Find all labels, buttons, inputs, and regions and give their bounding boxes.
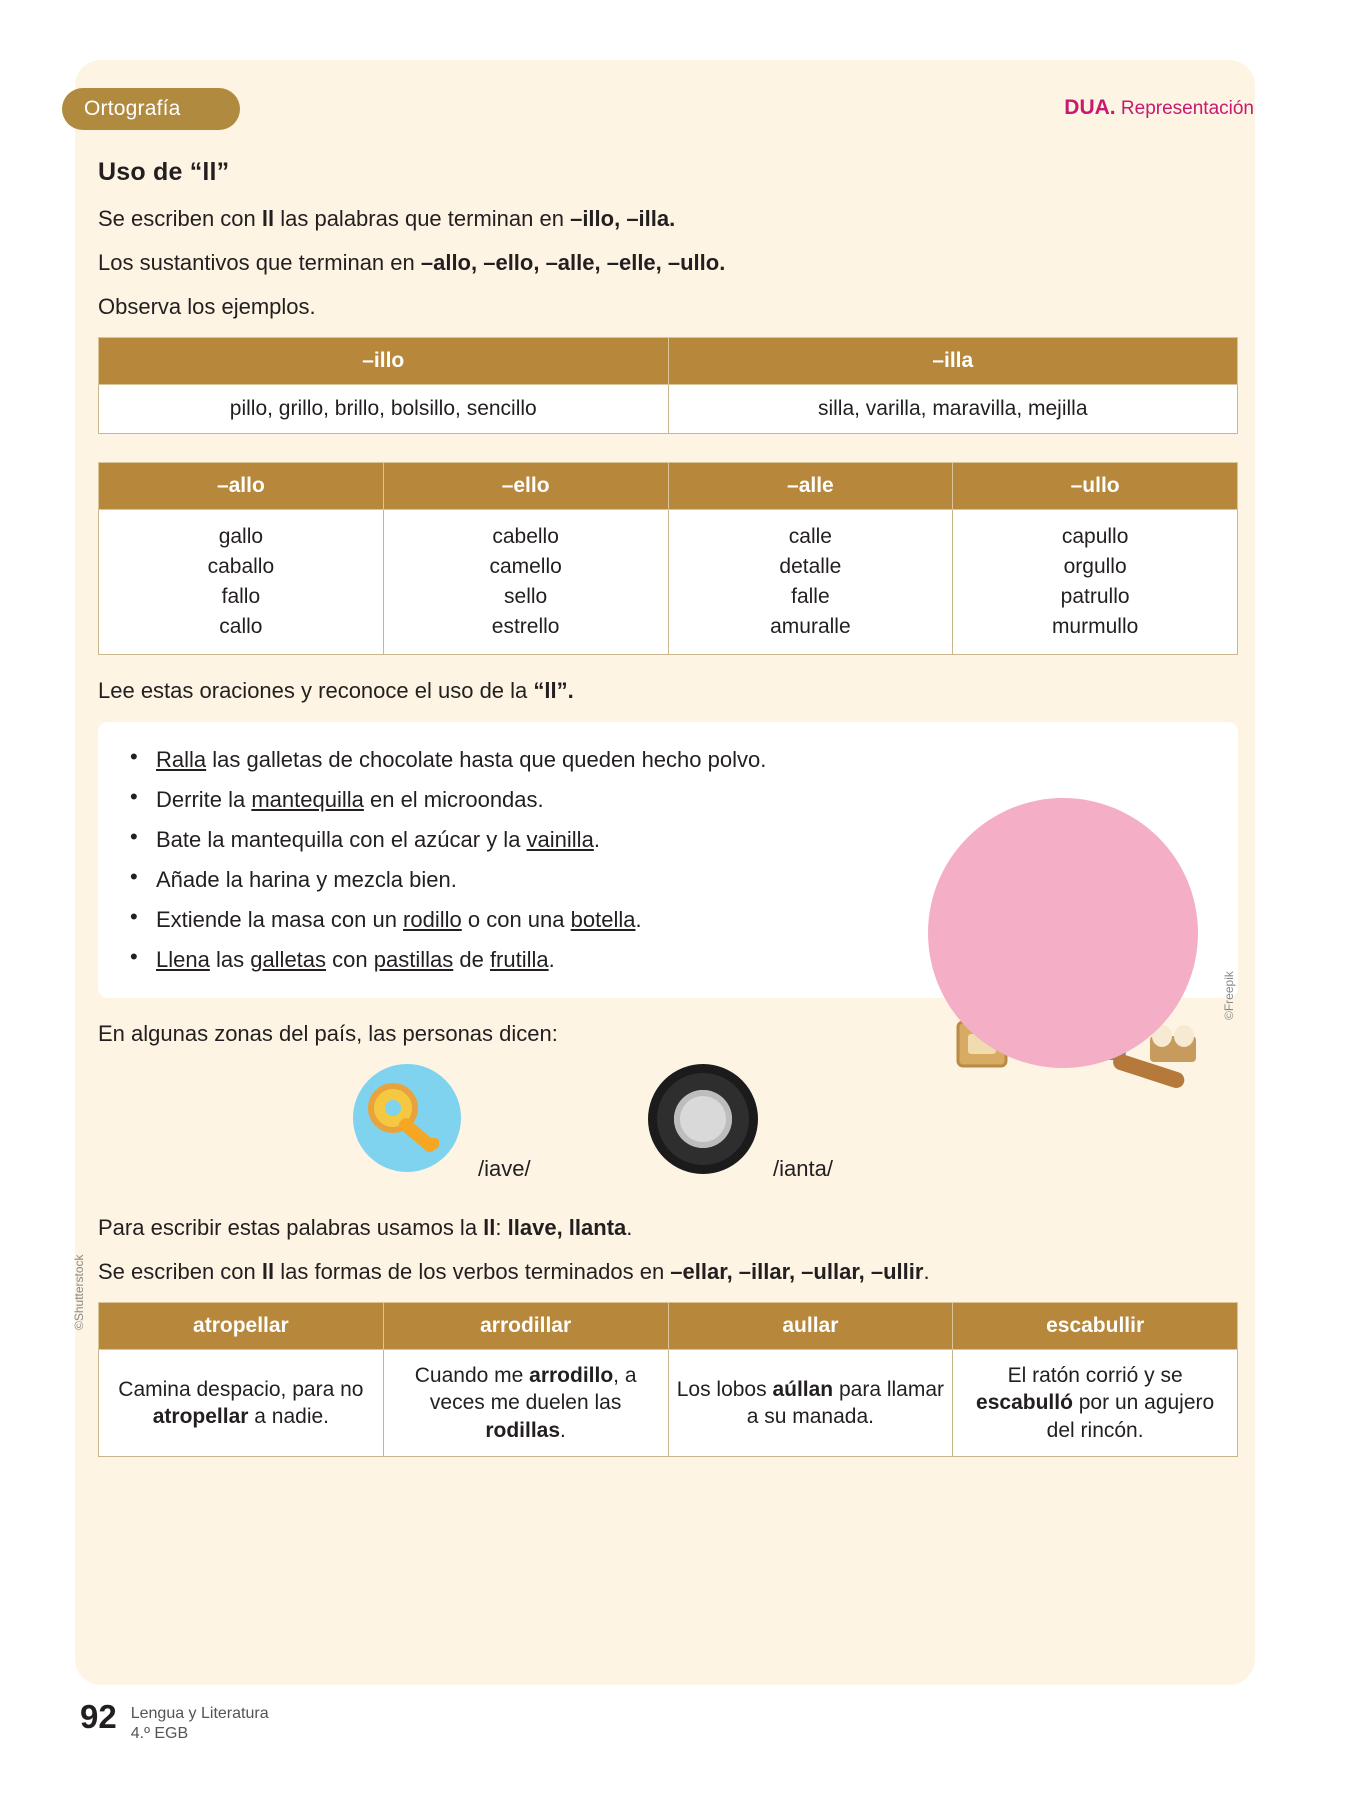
sentence-text: las bbox=[209, 946, 251, 972]
col-header-alle: –alle bbox=[668, 463, 953, 510]
text: Los lobos bbox=[676, 1377, 773, 1401]
underlined-word: Llena bbox=[156, 946, 210, 972]
cell-aullar-example bbox=[668, 1350, 953, 1457]
cell-illo-words: pillo, grillo, brillo, bolsillo, sencillo bbox=[99, 385, 669, 434]
zones-closing-e: . bbox=[626, 1214, 633, 1240]
col-header-aullar: aullar bbox=[668, 1303, 953, 1350]
credit-shutterstock: ©Shutterstock bbox=[72, 1254, 86, 1330]
table-illo-illa bbox=[98, 337, 1238, 434]
phonetic-label-tire: /ianta/ bbox=[773, 1155, 833, 1181]
word: patrullo bbox=[1060, 585, 1130, 609]
section-tab-label: Ortografía bbox=[84, 97, 181, 120]
phonetic-label-key: /iave/ bbox=[478, 1155, 531, 1181]
word: caballo bbox=[207, 555, 275, 579]
word: cabello bbox=[492, 525, 559, 549]
verbs-intro-c: las formas de los verbos terminados en bbox=[274, 1258, 671, 1284]
underlined-word: botella bbox=[570, 906, 636, 932]
word: murmullo bbox=[1051, 615, 1139, 639]
cell-illa-words: silla, varilla, maravilla, mejilla bbox=[668, 385, 1238, 434]
underlined-word: frutilla bbox=[489, 946, 549, 972]
word: calle bbox=[788, 525, 832, 549]
illustration-background-circle bbox=[928, 798, 1198, 1068]
intro-line-1 bbox=[98, 205, 1238, 233]
word: fallo bbox=[221, 585, 261, 609]
intro-line-2 bbox=[98, 249, 1238, 277]
bold-word: rodillas bbox=[485, 1418, 561, 1442]
table-header-row bbox=[99, 338, 1238, 385]
verbs-intro-d: –ellar, –illar, –ullar, –ullir bbox=[670, 1258, 924, 1284]
intro-1-c: las palabras que terminan en bbox=[274, 206, 571, 231]
table-header-row bbox=[99, 463, 1238, 510]
text: Camina despacio, para no bbox=[118, 1377, 364, 1401]
cell-ullo-words bbox=[953, 510, 1238, 655]
text: , a veces me duelen las bbox=[429, 1364, 637, 1415]
sentence-text: las galletas de chocolate hasta que queden hecho polvo. bbox=[206, 746, 767, 772]
col-header-ello: –ello bbox=[383, 463, 668, 510]
cell-atropellar-example bbox=[99, 1350, 384, 1457]
sentences-prompt bbox=[98, 677, 1238, 705]
verbs-intro bbox=[98, 1258, 1238, 1286]
word: estrello bbox=[491, 615, 560, 639]
sentences-prompt-a: Lee estas oraciones y reconoce el uso de la bbox=[98, 678, 534, 704]
page-footer bbox=[80, 1700, 269, 1744]
cell-allo-words bbox=[99, 510, 384, 655]
sentence-text: o con una bbox=[461, 906, 571, 932]
col-header-ullo: –ullo bbox=[953, 463, 1238, 510]
col-header-illa: –illa bbox=[668, 338, 1238, 385]
word: callo bbox=[219, 615, 263, 639]
intro-2-b: –allo, –ello, –alle, –elle, –ullo. bbox=[420, 250, 726, 276]
verbs-intro-e: . bbox=[923, 1258, 930, 1284]
table-row bbox=[99, 385, 1238, 434]
col-header-illo: –illo bbox=[99, 338, 669, 385]
zones-closing-d: llave, llanta bbox=[507, 1214, 627, 1240]
sentence-text: de bbox=[453, 946, 490, 972]
dua-sublabel: Representación bbox=[1115, 98, 1254, 119]
underlined-word: mantequilla bbox=[251, 786, 364, 812]
col-header-allo: –allo bbox=[99, 463, 384, 510]
table-allo-ello-alle-ullo bbox=[98, 462, 1238, 655]
col-header-escabullir: escabullir bbox=[953, 1303, 1238, 1350]
list-item bbox=[156, 740, 1228, 780]
sentence-text: Derrite la bbox=[156, 786, 252, 812]
dua-label: DUA. bbox=[1064, 96, 1116, 119]
underlined-word: Ralla bbox=[156, 746, 207, 772]
sentence-text: con bbox=[326, 946, 374, 972]
word: amuralle bbox=[770, 615, 851, 639]
table-row bbox=[99, 1350, 1238, 1457]
key-icon bbox=[353, 1064, 461, 1172]
key-glyph bbox=[353, 1064, 461, 1172]
intro-1-d: –illo, –illa. bbox=[570, 206, 676, 231]
sentence-text: en el microondas. bbox=[363, 786, 544, 812]
word: sello bbox=[504, 585, 548, 609]
bold-word: escabulló bbox=[976, 1391, 1073, 1415]
text: . bbox=[560, 1418, 566, 1442]
table-verbs bbox=[98, 1302, 1238, 1457]
text: Cuando me bbox=[414, 1364, 530, 1388]
intro-2-a: Los sustantivos que terminan en bbox=[98, 250, 421, 276]
dua-badge bbox=[1064, 96, 1254, 120]
word: capullo bbox=[1061, 525, 1129, 549]
section-tab-ortografia bbox=[62, 88, 240, 130]
intro-line-3: Observa los ejemplos. bbox=[98, 294, 316, 320]
zones-closing-b: ll bbox=[483, 1214, 496, 1240]
col-header-atropellar: atropellar bbox=[99, 1303, 384, 1350]
word: orgullo bbox=[1063, 555, 1127, 579]
underlined-word: pastillas bbox=[373, 946, 454, 972]
zones-closing-c: : bbox=[495, 1214, 508, 1240]
text: El ratón corrió y se bbox=[1007, 1364, 1183, 1388]
sentence-text: . bbox=[548, 946, 555, 972]
bold-word: aúllan bbox=[772, 1377, 834, 1401]
bold-word: atropellar bbox=[152, 1405, 249, 1429]
sentence-text: . bbox=[593, 826, 600, 852]
footer-subject: Lengua y Literatura bbox=[130, 1705, 269, 1722]
intro-1-b: ll bbox=[261, 206, 275, 231]
table-row bbox=[99, 510, 1238, 655]
cell-ello-words bbox=[383, 510, 668, 655]
sentences-prompt-b: “ll”. bbox=[533, 678, 574, 704]
zones-intro: En algunas zonas del país, las personas dicen: bbox=[98, 1020, 558, 1046]
baker-illustration bbox=[920, 790, 1210, 1090]
page-number: 92 bbox=[80, 1698, 117, 1735]
zones-closing-a: Para escribir estas palabras usamos la bbox=[98, 1214, 484, 1240]
text: para llamar a su manada. bbox=[746, 1377, 945, 1429]
word: gallo bbox=[218, 525, 264, 549]
sentence-text: Extiende la masa con un bbox=[156, 906, 404, 932]
cell-arrodillar-example bbox=[383, 1350, 668, 1457]
underlined-word: rodillo bbox=[403, 906, 462, 932]
credit-freepik: ©Freepik bbox=[1222, 971, 1236, 1020]
word: falle bbox=[791, 585, 830, 609]
cell-alle-words bbox=[668, 510, 953, 655]
underlined-word: galletas bbox=[250, 946, 327, 972]
table-header-row bbox=[99, 1303, 1238, 1350]
word: camello bbox=[489, 555, 562, 579]
footer-text bbox=[131, 1700, 269, 1744]
tire-icon bbox=[648, 1064, 758, 1174]
sentence-text: Bate la mantequilla con el azúcar y la bbox=[156, 826, 527, 852]
zones-closing bbox=[98, 1214, 1238, 1242]
intro-1-a: Se escriben con bbox=[98, 206, 262, 231]
text: a nadie. bbox=[248, 1405, 330, 1429]
text: por un agujero del rincón. bbox=[1046, 1391, 1215, 1442]
underlined-word: vainilla bbox=[526, 826, 594, 852]
sentence-text: . bbox=[635, 906, 642, 932]
verbs-intro-a: Se escriben con bbox=[98, 1258, 262, 1284]
verbs-intro-b: ll bbox=[261, 1258, 275, 1284]
sentence-text: Añade la harina y mezcla bien. bbox=[156, 866, 457, 892]
bold-word: arrodillo bbox=[529, 1364, 614, 1388]
col-header-arrodillar: arrodillar bbox=[383, 1303, 668, 1350]
cell-escabullir-example bbox=[953, 1350, 1238, 1457]
page-title: Uso de “ll” bbox=[98, 158, 230, 186]
word: detalle bbox=[779, 555, 842, 579]
footer-grade: 4.º EGB bbox=[130, 1725, 189, 1742]
